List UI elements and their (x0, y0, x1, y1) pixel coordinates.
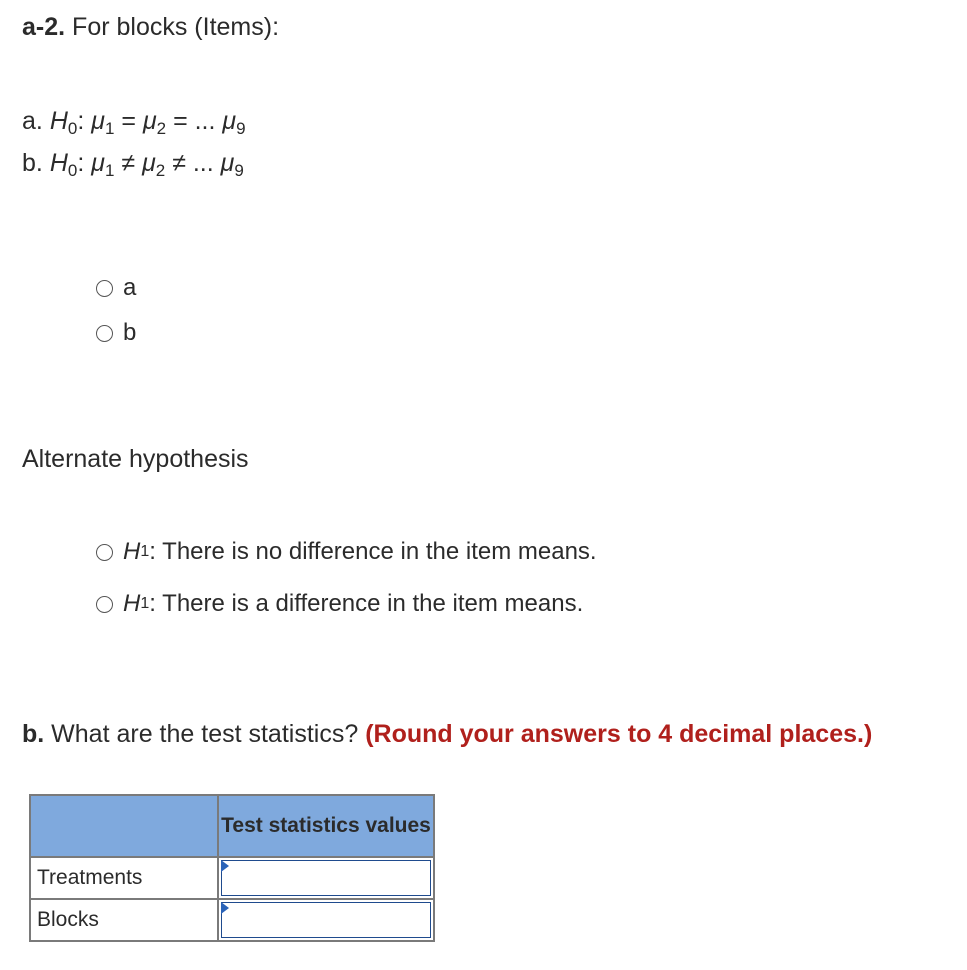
part-title: For blocks (Items): (72, 13, 280, 41)
colon: : (77, 107, 85, 135)
h-symbol: H (49, 107, 68, 135)
alt-choice-text: : There is no difference in the item means. (149, 538, 597, 565)
treatments-value-cell[interactable] (218, 857, 434, 899)
treatments-input[interactable] (221, 860, 431, 896)
radio-alt-1[interactable] (96, 544, 113, 561)
mu-symbol: μ (220, 149, 235, 177)
alternate-hypothesis-label: Alternate hypothesis (22, 445, 249, 473)
alt-choice-no-difference[interactable]: H 1 : There is no difference in the item means. (96, 537, 597, 567)
operator: = (121, 107, 136, 135)
mu-subscript: 2 (155, 161, 166, 180)
null-choice-a[interactable] (96, 273, 136, 303)
question-number: b. (22, 720, 45, 748)
h-symbol: H (49, 149, 68, 177)
colon: : (77, 149, 85, 177)
option-letter: b. (22, 149, 43, 177)
rounding-instruction: (Round your answers to 4 decimal places.) (365, 720, 873, 748)
null-choice-b[interactable] (96, 318, 136, 348)
row-label: Treatments (30, 857, 218, 899)
mu-subscript: 1 (104, 119, 115, 138)
radio-b[interactable] (96, 325, 113, 342)
blocks-input[interactable] (221, 902, 431, 938)
table-row (30, 899, 434, 941)
mu-symbol: μ (91, 149, 105, 177)
h-subscript: 0 (67, 119, 78, 138)
mu-subscript: 1 (104, 161, 115, 180)
option-letter: a. (22, 107, 43, 135)
operator: = ... (173, 107, 216, 135)
mu-symbol: μ (142, 149, 156, 177)
table-corner-cell (30, 795, 218, 857)
input-marker-icon (221, 902, 229, 914)
h-subscript: 0 (67, 161, 78, 180)
mu-subscript: 2 (156, 119, 167, 138)
radio-label: b (123, 319, 137, 346)
operator: ≠ ... (172, 149, 214, 177)
mu-symbol: μ (142, 107, 157, 135)
test-statistics-table (29, 794, 435, 942)
part-heading (22, 10, 279, 44)
blocks-value-cell[interactable] (218, 899, 434, 941)
column-header: Test statistics values (218, 795, 434, 857)
alt-choice-text: : There is a difference in the item means. (149, 590, 584, 617)
radio-alt-2[interactable] (96, 596, 113, 613)
alt-choice-difference[interactable]: H 1 : There is a difference in the item means. (96, 589, 583, 619)
mu-subscript: 9 (234, 161, 244, 180)
h-symbol: H (123, 590, 141, 617)
question-text: What are the test statistics? (51, 720, 359, 748)
mu-subscript: 9 (236, 119, 246, 138)
row-label: Blocks (30, 899, 218, 941)
null-option-a (22, 104, 246, 138)
mu-symbol: μ (222, 107, 237, 135)
part-number: a-2. (22, 13, 66, 41)
table-row (30, 857, 434, 899)
radio-a[interactable] (96, 280, 113, 297)
question-b (22, 717, 872, 751)
radio-label: a (123, 274, 137, 301)
h-symbol: H (123, 538, 141, 565)
mu-symbol: μ (91, 107, 105, 135)
operator: ≠ (121, 149, 136, 177)
null-option-b (22, 146, 244, 180)
input-marker-icon (221, 860, 229, 872)
